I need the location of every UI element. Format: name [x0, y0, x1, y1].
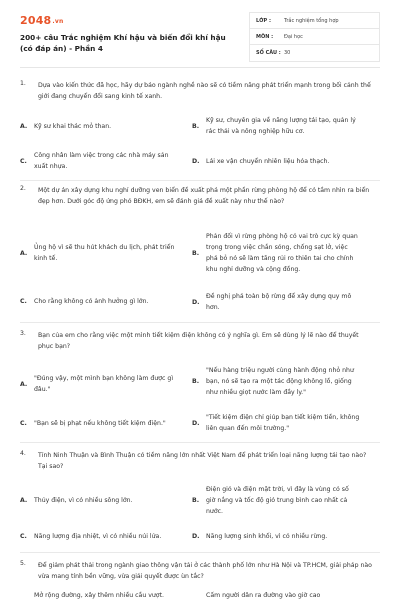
option-text: "Đúng vậy, một mình bạn không làm được gì đâu." — [34, 375, 174, 393]
meta-label: LỚP : — [256, 17, 271, 24]
option-letter: C. — [20, 297, 27, 305]
option-letter: B. — [192, 377, 200, 385]
question-separator — [20, 322, 380, 323]
option-c[interactable] — [20, 530, 180, 542]
option-d[interactable] — [192, 290, 360, 314]
option-letter: C. — [20, 157, 27, 165]
option-c[interactable] — [20, 149, 180, 173]
question-text: Để giảm phát thải trong ngành giao thông vận tải ở các thành phố lớn như Hà Nội và TP.HCM, giải pháp nào vừa mang tính bền vững, vừa giải quyết được ùn tắc? — [38, 562, 372, 580]
option-letter: A. — [20, 496, 28, 504]
option-c[interactable] — [20, 417, 180, 429]
question-number: 4. — [20, 450, 26, 457]
option-text: "Nếu hàng triệu người cùng hành động nhỏ như bạn, nó sẽ tạo ra một tác động không lồ, giống như nhiều giọt nước làm đầy ly." — [206, 366, 354, 396]
option-d[interactable] — [192, 411, 360, 435]
question-text: Bạn của em cho rằng việc một mình tiết kiệm điện không có ý nghĩa gì. Em sẽ dùng lý lẽ nào để thuyết phục bạn? — [38, 332, 359, 350]
option-letter: D. — [192, 298, 200, 306]
site-logo[interactable] — [20, 14, 63, 27]
option-text: Kỹ sư, chuyên gia về năng lượng tái tạo, quản lý rác thải và nông nghiệp hữu cơ. — [206, 117, 356, 135]
meta-value: Đại học — [284, 33, 303, 40]
meta-table — [249, 12, 380, 62]
option-letter: C. — [20, 419, 27, 427]
option-letter: D. — [192, 419, 200, 427]
option-letter: D. — [192, 532, 200, 540]
question-number: 1. — [20, 80, 26, 87]
option-letter: D. — [192, 157, 200, 165]
option-text: Đề nghị phá toàn bộ rừng để xây dựng quy mô hơn. — [206, 293, 352, 311]
option-a[interactable] — [20, 236, 180, 270]
meta-label: SỐ CÂU : — [256, 50, 281, 56]
question-text: Tỉnh Ninh Thuận và Bình Thuận có tiềm năng lớn nhất Việt Nam để phát triển loại năng lượng tái tạo nào? Tại sao? — [38, 452, 367, 470]
option-text: Năng lượng địa nhiệt, vì có nhiều núi lửa. — [34, 532, 162, 540]
option-letter: A. — [20, 122, 28, 130]
option-letter: A. — [20, 380, 28, 388]
meta-row-socau — [250, 45, 379, 61]
meta-value: Trắc nghiệm tổng hợp — [284, 17, 339, 24]
option-letter: C. — [20, 532, 27, 540]
option-b[interactable] — [192, 483, 360, 517]
page-title: 200+ câu Trắc nghiệm Khí hậu và biến đổi khí hậu (có đáp án) - Phần 4 — [20, 33, 226, 53]
option-a[interactable] — [20, 494, 180, 506]
option-text: Công nhân làm việc trong các nhà máy sản xuất nhựa. — [34, 152, 169, 170]
option-letter: B. — [192, 249, 200, 257]
option-text: Điện gió và điện mặt trời, vì đây là vùng có số giờ nắng và tốc độ gió trung bình cao nhất cả nước. — [206, 485, 349, 515]
option-letter: B. — [192, 496, 200, 504]
question-separator — [20, 552, 380, 553]
option-text: Cho rằng không có ảnh hưởng gì lớn. — [34, 297, 149, 305]
header-divider — [20, 67, 380, 68]
option-d[interactable] — [192, 530, 360, 542]
question-separator — [20, 180, 380, 181]
question-separator — [20, 442, 380, 443]
option-text: Kỹ sư khai thác mỏ than. — [34, 122, 112, 130]
question-number: 5. — [20, 560, 26, 567]
question-text: Dựa vào kiến thức đã học, hãy dự báo ngành nghề nào sẽ có tiềm năng phát triển mạnh trong bối cảnh thế giới đang chuyển đổi sang kinh tế xanh. — [38, 82, 371, 100]
option-letter: A. — [20, 249, 28, 257]
question-number: 2. — [20, 185, 26, 192]
option-a[interactable] — [20, 372, 180, 396]
option-text: Năng lượng sinh khối, vì có nhiều rừng. — [206, 532, 328, 540]
option-b[interactable] — [192, 114, 360, 138]
option-text: Thủy điện, vì có nhiều sông lớn. — [34, 496, 133, 504]
option-b[interactable] — [192, 220, 360, 286]
option-b[interactable] — [192, 362, 360, 400]
option-letter: B. — [192, 122, 200, 130]
option-d[interactable] — [192, 155, 360, 167]
option-text: "Bạn sẽ bị phạt nếu không tiết kiệm điện." — [34, 419, 166, 427]
option-a[interactable] — [20, 120, 180, 132]
option-b[interactable] — [192, 589, 360, 600]
logo-text: 2048 — [20, 14, 52, 27]
logo-tld: .vn — [52, 18, 64, 25]
page-header — [0, 0, 400, 64]
question-text: Một dự án xây dựng khu nghỉ dưỡng ven biển đề xuất phá một phần rừng phòng hộ để có tầm nhìn ra biển đẹp hơn. Dưới góc độ ứng phó BĐKH, em sẽ đánh giá đề xuất này như thế nào? — [38, 187, 370, 205]
meta-row-lop — [250, 13, 379, 29]
option-text: Cấm người dân ra đường vào giờ cao — [206, 591, 321, 599]
option-text: "Tiết kiệm điện chỉ giúp bạn tiết kiệm tiền, không liên quan đến môi trường." — [206, 414, 360, 432]
meta-label: MÔN : — [256, 33, 274, 40]
meta-row-mon — [250, 29, 379, 45]
option-text: Phản đối vì rừng phòng hộ có vai trò cực kỳ quan trọng trong việc chắn sóng, chống sạt lở, việc phá bỏ nó sẽ làm tăng rủi ro thiên tai cho chính khu nghỉ dưỡng và cộng đồng. — [206, 233, 358, 273]
option-text: Lái xe vận chuyển nhiên liệu hóa thạch. — [206, 157, 330, 165]
option-text: Ủng hộ vì sẽ thu hút khách du lịch, phát triển kinh tế. — [34, 244, 175, 262]
option-a[interactable] — [20, 589, 180, 600]
option-c[interactable] — [20, 295, 180, 307]
option-text: Mở rộng đường, xây thêm nhiều cầu vượt. — [34, 591, 164, 599]
meta-value: 30 — [284, 50, 291, 56]
question-number: 3. — [20, 330, 26, 337]
